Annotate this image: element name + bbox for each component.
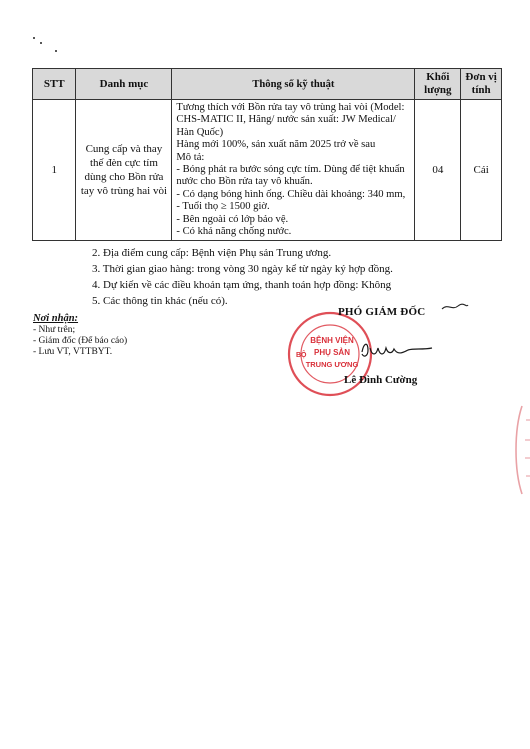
list-item: 5. Các thông tin khác (nếu có). [92, 295, 228, 307]
recipients-block [33, 313, 127, 358]
spec-line: Mô tả: [176, 151, 205, 163]
partial-edge-stamp [508, 400, 530, 500]
header-unit: Đơn vị tính [461, 69, 502, 100]
scan-speck [33, 37, 35, 39]
spec-line: - Có dạng bóng hình ống. Chiều dài khoảng: 340 mm, [176, 188, 406, 200]
cell-quantity: 04 [415, 100, 461, 241]
spec-line: - Tuổi thọ ≥ 1500 giờ. [176, 201, 270, 213]
table-row [33, 100, 502, 241]
spec-line: - Có khả năng chống nước. [176, 226, 292, 238]
stamp-line: BỆNH VIỆN [310, 336, 354, 345]
spec-table [32, 68, 502, 241]
signature-flourish [440, 300, 470, 314]
handwritten-signature [358, 336, 438, 366]
signatory-title: PHÓ GIÁM ĐỐC [338, 306, 426, 318]
header-specs: Thông số kỹ thuật [172, 69, 415, 100]
scan-speck [40, 42, 42, 44]
header-quantity: Khối lượng [415, 69, 461, 100]
recipients-heading: Nơi nhận: [33, 313, 79, 324]
spec-line: Hàng mới 100%, sản xuất năm 2025 trở về sau [176, 139, 376, 151]
numbered-items [92, 245, 393, 309]
list-item: 3. Thời gian giao hàng: trong vòng 30 ngày kể từ ngày ký hợp đồng. [92, 263, 393, 275]
stamp-line: TRUNG ƯƠNG [305, 360, 359, 369]
list-item: 4. Dự kiến về các điều khoản tạm ứng, thanh toán hợp đồng: Không [92, 279, 392, 291]
signatory-name: Lê Đình Cường [344, 374, 418, 386]
cell-unit: Cái [461, 100, 502, 241]
stamp-line: PHỤ SẢN [313, 348, 351, 357]
recipient-line: - Lưu VT, VTTBYT. [33, 347, 113, 357]
scan-speck [55, 50, 57, 52]
spec-line: - Bóng phát ra bước sóng cực tím. Dùng để tiệt khuẩn nước cho Bồn rửa tay vô khuẩn. [176, 164, 405, 188]
list-item: 2. Địa điểm cung cấp: Bệnh viện Phụ sản Trung ương. [92, 247, 332, 259]
recipient-line: - Như trên; [33, 325, 76, 335]
spec-line: - Bên ngoài có lớp bảo vệ. [176, 213, 289, 225]
cell-stt: 1 [33, 100, 76, 241]
cell-category: Cung cấp và thay thế đèn cực tím dùng cho Bồn rửa tay vô trùng hai vòi [76, 100, 172, 241]
recipient-line: - Giám đốc (Để báo cáo) [33, 336, 128, 346]
cell-specs [172, 100, 415, 241]
header-stt: STT [33, 69, 76, 100]
table-header-row [33, 69, 502, 100]
spec-line: Tương thích với Bồn rửa tay vô trùng hai vòi (Model: CHS-MATIC II, Hãng/ nước sản xuất: JW Medical/ Hàn Quốc) [176, 102, 405, 138]
header-category: Danh mục [76, 69, 172, 100]
stamp-side-text: BỘ [296, 352, 307, 359]
